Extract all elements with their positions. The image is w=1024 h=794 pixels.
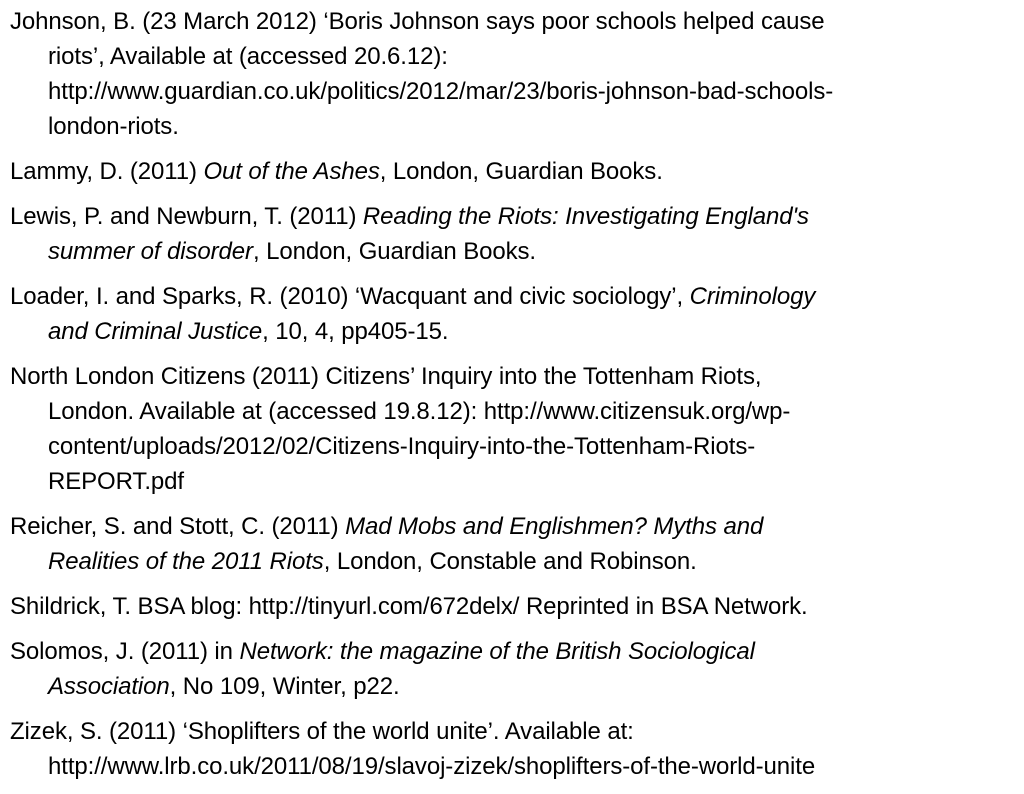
reference-reicher-stott [10,509,1010,579]
reference-url: http://www.lrb.co.uk/2011/08/19/slavoj-zizek/shoplifters-of-the-world-unite [48,753,816,780]
reference-issue: , No 109, Winter, p22. [169,673,400,700]
reference-zizek [10,714,1010,784]
reference-publisher: , London, Guardian Books. [379,158,663,185]
reference-journal: and Criminal Justice [48,318,263,345]
reference-author: Lammy, D. (2011) [10,158,204,185]
reference-url: london-riots. [48,113,179,140]
reference-author: Lewis, P. and Newburn, T. (2011) [10,203,363,230]
reference-text: London. Available at (accessed 19.8.12): http://www.citizensuk.org/wp- [48,398,791,425]
reference-solomos [10,634,1010,704]
reference-volume: , 10, 4, pp405-15. [262,318,449,345]
reference-north-london-citizens [10,359,1010,499]
reference-text: riots’, Available at (accessed 20.6.12): [48,43,448,70]
reference-publisher: , London, Constable and Robinson. [323,548,697,575]
reference-author: Reicher, S. and Stott, C. (2011) [10,513,346,540]
reference-title: Reading the Riots: Investigating England's [362,203,809,230]
reference-url: REPORT.pdf [48,468,184,495]
reference-author: Solomos, J. (2011) in [10,638,240,665]
reference-loader-sparks [10,279,1010,349]
reference-url: http://www.guardian.co.uk/politics/2012/mar/23/boris-johnson-bad-schools- [48,78,834,105]
reference-text: Shildrick, T. BSA blog: http://tinyurl.com/672delx/ Reprinted in BSA Network. [10,593,808,620]
reference-text: Johnson, B. (23 March 2012) ‘Boris Johnson says poor schools helped cause [10,8,825,35]
reference-title: summer of disorder [48,238,253,265]
reference-text: Zizek, S. (2011) ‘Shoplifters of the world unite’. Available at: [10,718,634,745]
reference-title: Mad Mobs and Englishmen? Myths and [345,513,764,540]
reference-journal: Network: the magazine of the British Sociological [239,638,755,665]
reference-publisher: , London, Guardian Books. [252,238,536,265]
reference-url: content/uploads/2012/02/Citizens-Inquiry-into-the-Tottenham-Riots- [48,433,756,460]
reference-title: Realities of the 2011 Riots [48,548,324,575]
reference-lewis-newburn [10,199,1010,269]
reference-title: Out of the Ashes [203,158,380,185]
reference-lammy [10,154,1010,189]
reference-johnson [10,4,1010,144]
reference-shildrick [10,589,1010,624]
reference-text: North London Citizens (2011) Citizens’ Inquiry into the Tottenham Riots, [10,363,762,390]
reference-journal: Association [48,673,170,700]
reference-author: Loader, I. and Sparks, R. (2010) ‘Wacquant and civic sociology’, [10,283,690,310]
reference-list [10,4,1010,794]
reference-journal: Criminology [689,283,816,310]
